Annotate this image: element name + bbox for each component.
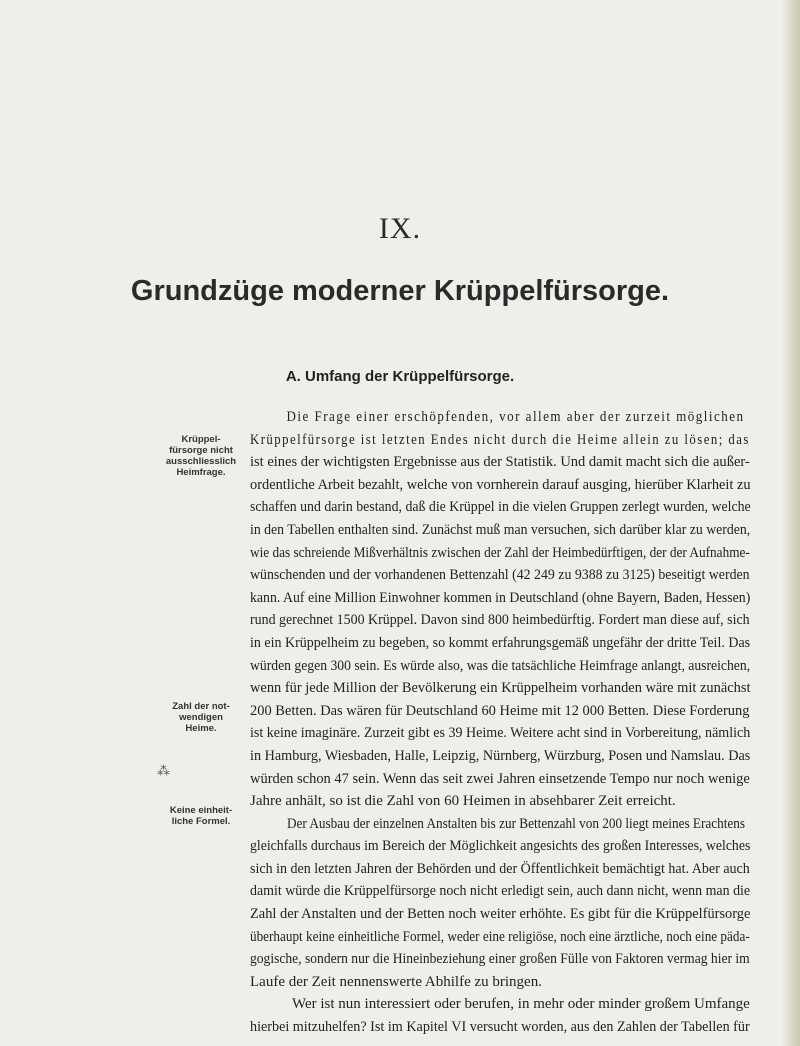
margin-note-zahl-heime: Zahl der not- wendigen Heime. (172, 701, 230, 734)
text-line: würden gegen 300 sein. Es würde also, was die tatsächliche Heimfrage anlangt, ausreichen, (250, 657, 751, 674)
margin-mark-icon: ⁂ (157, 764, 170, 779)
text-line: damit würde die Krüppelfürsorge noch nicht erledigt sein, auch dann nicht, wenn man die (250, 883, 751, 900)
text-line: Laufe der Zeit nennenswerte Abhilfe zu bringen. (250, 973, 542, 990)
text-line: kann. Auf eine Million Einwohner kommen in Deutschland (ohne Bayern, Baden, Hessen) (250, 589, 751, 606)
page-edge-shadow (782, 0, 800, 1046)
text-line: in den Tabellen enthalten sind. Zunächst muß man versuchen, sich darüber klar zu werden, (250, 521, 751, 538)
text-line: gleichfalls durchaus im Bereich der Möglichkeit angesichts des großen Interesses, welches (250, 838, 751, 855)
text-line: hierbei mitzuhelfen? Ist im Kapitel VI versucht worden, aus den Zahlen der Tabellen für (250, 1019, 750, 1036)
text-line: überhaupt keine einheitliche Formel, weder eine religiöse, noch eine ärztliche, noch eine päda- (250, 928, 750, 945)
text-line: wünschenden und der vorhandenen Bettenzahl (42 249 zu 9388 zu 3125) beseitigt werden (250, 567, 750, 584)
text-line: Wer ist nun interessiert oder berufen, in mehr oder minder großem Umfange (292, 996, 750, 1013)
text-line: Zahl der Anstalten und der Betten noch weiter erhöhte. Es gibt für die Krüppelfürsorge (250, 906, 751, 923)
chapter-number: IX. (378, 212, 422, 245)
text-line: würden schon 47 sein. Wenn das seit zwei Jahren einsetzende Tempo nur noch wenige (250, 770, 750, 787)
text-line: ist keine imaginäre. Zurzeit gibt es 39 Heime. Weitere acht sind in Vorbereitung, nämlich (250, 725, 751, 742)
text-line: in Hamburg, Wiesbaden, Halle, Leipzig, Nürnberg, Würzburg, Posen und Namslau. Das (250, 747, 751, 764)
text-line: Der Ausbau der einzelnen Anstalten bis zur Bettenzahl von 200 liegt meines Erachtens (287, 815, 745, 832)
text-line: schaffen und darin bestand, daß die Krüppel in die vielen Gruppen zerlegt wurden, welche (250, 499, 751, 516)
body-text (250, 406, 750, 1039)
text-line: ist eines der wichtigsten Ergebnisse aus der Statistik. Und damit macht sich die außer- (250, 454, 750, 471)
text-line: gogische, sondern nur die Hineinbeziehung einer großen Fülle von Faktoren vermag hier im (250, 951, 750, 968)
text-line: Die Frage einer erschöpfenden, vor allem aber der zurzeit möglichen (286, 409, 745, 425)
text-line: Krüppelfürsorge ist letzten Endes nicht durch die Heime allein zu lösen; das (250, 431, 750, 448)
text-line: in ein Krüppelheim zu begeben, so kommt erfahrungsgemäß ungefähr der dritte Teil. Das (250, 634, 751, 651)
section-heading: A. Umfang der Krüppelfürsorge. (285, 368, 515, 385)
text-line: 200 Betten. Das wären für Deutschland 60 Heime mit 12 000 Betten. Diese Forderung (250, 702, 750, 719)
text-line: ordentliche Arbeit bezahlt, welche von vornherein darauf ausging, hierüber Klarheit zu (250, 476, 751, 493)
margin-note-formel: Keine einheit- liche Formel. (169, 805, 233, 827)
text-line: Jahre anhält, so ist die Zahl von 60 Heimen in absehbarer Zeit erreicht. (250, 793, 676, 810)
chapter-title: Grundzüge moderner Krüppelfürsorge. (130, 275, 670, 307)
text-line: sich in den letzten Jahren der Behörden und der Öffentlichkeit bemächtigt hat. Aber auch (250, 860, 750, 877)
margin-note-heimfrage: Krüppel- fürsorge nicht ausschliesslich Heimfrage. (165, 434, 237, 478)
text-line: wie das schreiende Mißverhältnis zwischen der Zahl der Heimbedürftigen, der der Aufnahme- (250, 544, 750, 561)
text-line: wenn für jede Million der Bevölkerung ein Krüppelheim vorhanden wäre mit zunächst (250, 680, 751, 697)
text-line: rund gerechnet 1500 Krüppel. Davon sind 800 heimbedürftig. Fordert man diese auf, sich (250, 612, 750, 629)
